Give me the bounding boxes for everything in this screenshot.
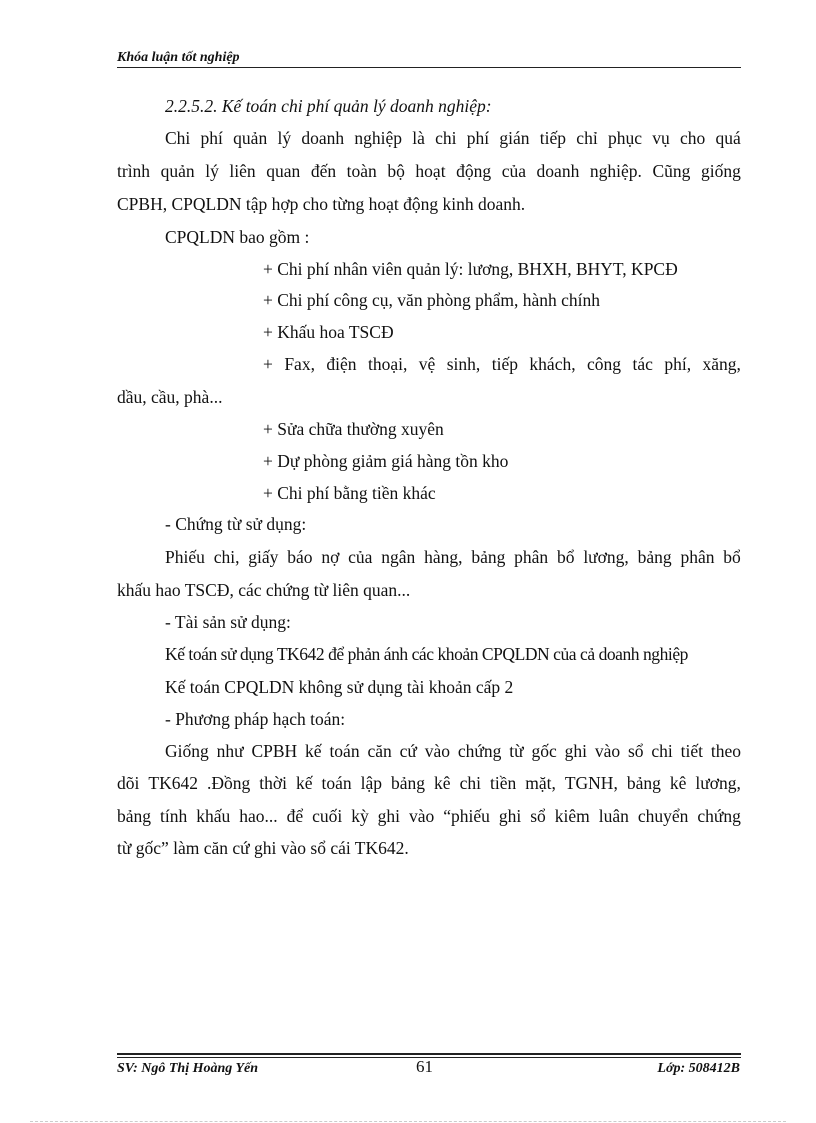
word: CPBH bbox=[251, 741, 298, 761]
word: để bbox=[286, 806, 304, 826]
word: ghi bbox=[377, 806, 401, 826]
word: cứ bbox=[399, 741, 417, 761]
footer-rule bbox=[117, 1053, 741, 1055]
word: quan bbox=[266, 161, 301, 181]
word: ghi bbox=[564, 741, 587, 761]
method-line-1 bbox=[165, 743, 741, 761]
word: vào bbox=[424, 741, 450, 761]
word: vụ bbox=[652, 128, 670, 148]
word: cuối bbox=[312, 806, 343, 826]
word: kê bbox=[434, 773, 451, 793]
word: giống bbox=[700, 161, 741, 181]
word: tiếp bbox=[539, 128, 567, 148]
word: khấu bbox=[196, 806, 231, 826]
word: Fax, bbox=[284, 354, 315, 374]
word: lý bbox=[277, 128, 292, 148]
word: .Đồng bbox=[206, 773, 251, 793]
word: hao... bbox=[239, 806, 278, 826]
word: của bbox=[348, 547, 373, 567]
word: liên bbox=[229, 161, 256, 181]
word: luân bbox=[598, 806, 629, 826]
word: toán bbox=[321, 773, 352, 793]
method-line-4: từ gốc” làm căn cứ ghi vào sổ cái TK642. bbox=[117, 838, 409, 858]
word: “phiếu bbox=[443, 806, 490, 826]
word: mặt, bbox=[525, 773, 556, 793]
word: động bbox=[456, 161, 492, 181]
word: đến bbox=[310, 161, 337, 181]
page-number: 61 bbox=[416, 1057, 433, 1076]
word: bổ bbox=[723, 547, 741, 567]
accounts-line-2: Kế toán CPQLDN không sử dụng tài khoản cấp 2 bbox=[165, 677, 514, 697]
word: chứng bbox=[457, 741, 502, 761]
word: sổ bbox=[530, 806, 546, 826]
word: doanh bbox=[301, 128, 345, 148]
word: gián bbox=[499, 128, 530, 148]
footer-student: SV: Ngô Thị Hoàng Yến bbox=[117, 1061, 259, 1076]
word: kê bbox=[669, 773, 687, 793]
intro-line-1 bbox=[165, 130, 741, 148]
word: tiếp bbox=[491, 354, 518, 374]
list-item bbox=[263, 356, 741, 374]
word: theo bbox=[710, 741, 741, 761]
word: chỉ bbox=[576, 128, 598, 148]
word: bảng bbox=[471, 547, 506, 567]
word: cho bbox=[679, 128, 706, 148]
word: nợ bbox=[321, 547, 340, 567]
intro-line-3: CPBH, CPQLDN tập hợp cho từng hoạt động kinh doanh. bbox=[117, 194, 526, 214]
word: Chi bbox=[165, 128, 191, 148]
word: xăng, bbox=[702, 354, 741, 374]
word: công bbox=[587, 354, 622, 374]
word: toán bbox=[329, 741, 360, 761]
word: của bbox=[501, 161, 526, 181]
word: bảng bbox=[637, 547, 672, 567]
word: kế bbox=[305, 741, 322, 761]
header-title: Khóa luận tốt nghiệp bbox=[117, 50, 240, 65]
word: thời bbox=[259, 773, 287, 793]
word: hàng, bbox=[424, 547, 463, 567]
accounts-line-1: Kế toán sử dụng TK642 để phản ánh các khoản CPQLDN của cả doanh nghiệp bbox=[165, 644, 688, 664]
word: bổ bbox=[557, 547, 575, 567]
word: thoại, bbox=[367, 354, 408, 374]
documents-label: - Chứng từ sử dụng: bbox=[165, 514, 307, 534]
word: từ bbox=[509, 741, 524, 761]
word: phục bbox=[607, 128, 642, 148]
word: Phiếu bbox=[165, 547, 205, 567]
word: sinh, bbox=[446, 354, 481, 374]
word: kỳ bbox=[351, 806, 369, 826]
footer-class: Lớp: 508412B bbox=[657, 1061, 740, 1076]
word: chi bbox=[651, 741, 673, 761]
documents-line-1 bbox=[165, 549, 741, 567]
list-item: + Dự phòng giảm giá hàng tồn kho bbox=[263, 451, 509, 471]
method-line-2 bbox=[117, 775, 741, 793]
word: bảng bbox=[117, 806, 152, 826]
word: chi bbox=[435, 128, 457, 148]
word: kế bbox=[295, 773, 313, 793]
word: dõi bbox=[117, 773, 140, 793]
word: bảng bbox=[626, 773, 661, 793]
word: bộ bbox=[387, 161, 405, 181]
word: gốc bbox=[531, 741, 557, 761]
word: quản bbox=[233, 128, 268, 148]
word: chi bbox=[459, 773, 481, 793]
intro-line-2 bbox=[117, 163, 741, 181]
list-item: + Chi phí bằng tiền khác bbox=[263, 483, 436, 503]
list-item-continuation: dầu, cầu, phà... bbox=[117, 387, 223, 407]
word: quá bbox=[715, 128, 741, 148]
word: lương, bbox=[695, 773, 741, 793]
word: kiêm bbox=[554, 806, 590, 826]
word: chứng bbox=[697, 806, 741, 826]
word: điện bbox=[326, 354, 357, 374]
word: chuyển bbox=[637, 806, 689, 826]
word: vào bbox=[409, 806, 435, 826]
header-rule bbox=[117, 67, 741, 68]
page-edge-divider bbox=[30, 1121, 786, 1122]
word: lương, bbox=[583, 547, 629, 567]
word: phí bbox=[200, 128, 223, 148]
word: trình bbox=[117, 161, 151, 181]
word: tác bbox=[632, 354, 653, 374]
word: vào bbox=[594, 741, 621, 761]
word: phân bbox=[680, 547, 715, 567]
word: Cũng bbox=[652, 161, 691, 181]
includes-label: CPQLDN bao gồm : bbox=[165, 227, 310, 247]
method-label: - Phương pháp hạch toán: bbox=[165, 709, 346, 729]
word: TK642 bbox=[148, 773, 198, 793]
list-item: + Chi phí công cụ, văn phòng phẩm, hành chính bbox=[263, 290, 600, 310]
word: ngân bbox=[381, 547, 416, 567]
word: khách, bbox=[529, 354, 576, 374]
word: doanh bbox=[536, 161, 580, 181]
method-line-3 bbox=[117, 808, 741, 826]
word: là bbox=[412, 128, 425, 148]
word: tiền bbox=[489, 773, 517, 793]
accounts-label: - Tài sản sử dụng: bbox=[165, 612, 291, 632]
word: sổ bbox=[627, 741, 644, 761]
word: nghiệp bbox=[354, 128, 402, 148]
documents-line-2: khấu hao TSCĐ, các chứng từ liên quan... bbox=[117, 580, 411, 600]
list-item: + Sửa chữa thường xuyên bbox=[263, 419, 444, 439]
word: lý bbox=[205, 161, 219, 181]
word: căn bbox=[367, 741, 392, 761]
word: phân bbox=[514, 547, 549, 567]
word: Giống bbox=[165, 741, 209, 761]
word: hoạt bbox=[415, 161, 446, 181]
list-item: + Chi phí nhân viên quản lý: lương, BHXH, BHYT, KPCĐ bbox=[263, 259, 678, 279]
word: toàn bbox=[346, 161, 377, 181]
word: quản bbox=[160, 161, 195, 181]
word: như bbox=[216, 741, 244, 761]
word: ghi bbox=[498, 806, 522, 826]
word: báo bbox=[287, 547, 313, 567]
list-item: + Khấu hoa TSCĐ bbox=[263, 322, 394, 342]
word: phí bbox=[466, 128, 490, 148]
word: vệ bbox=[418, 354, 436, 374]
word: giấy bbox=[248, 547, 279, 567]
word: TGNH, bbox=[564, 773, 618, 793]
word: tiết bbox=[680, 741, 703, 761]
word: + bbox=[263, 354, 273, 374]
word: tính bbox=[160, 806, 188, 826]
word: phí, bbox=[664, 354, 692, 374]
word: lập bbox=[360, 773, 383, 793]
word: chi, bbox=[213, 547, 240, 567]
section-heading: 2.2.5.2. Kế toán chi phí quản lý doanh nghiệp: bbox=[165, 96, 492, 116]
word: bảng bbox=[391, 773, 426, 793]
word: nghiệp. bbox=[589, 161, 642, 181]
